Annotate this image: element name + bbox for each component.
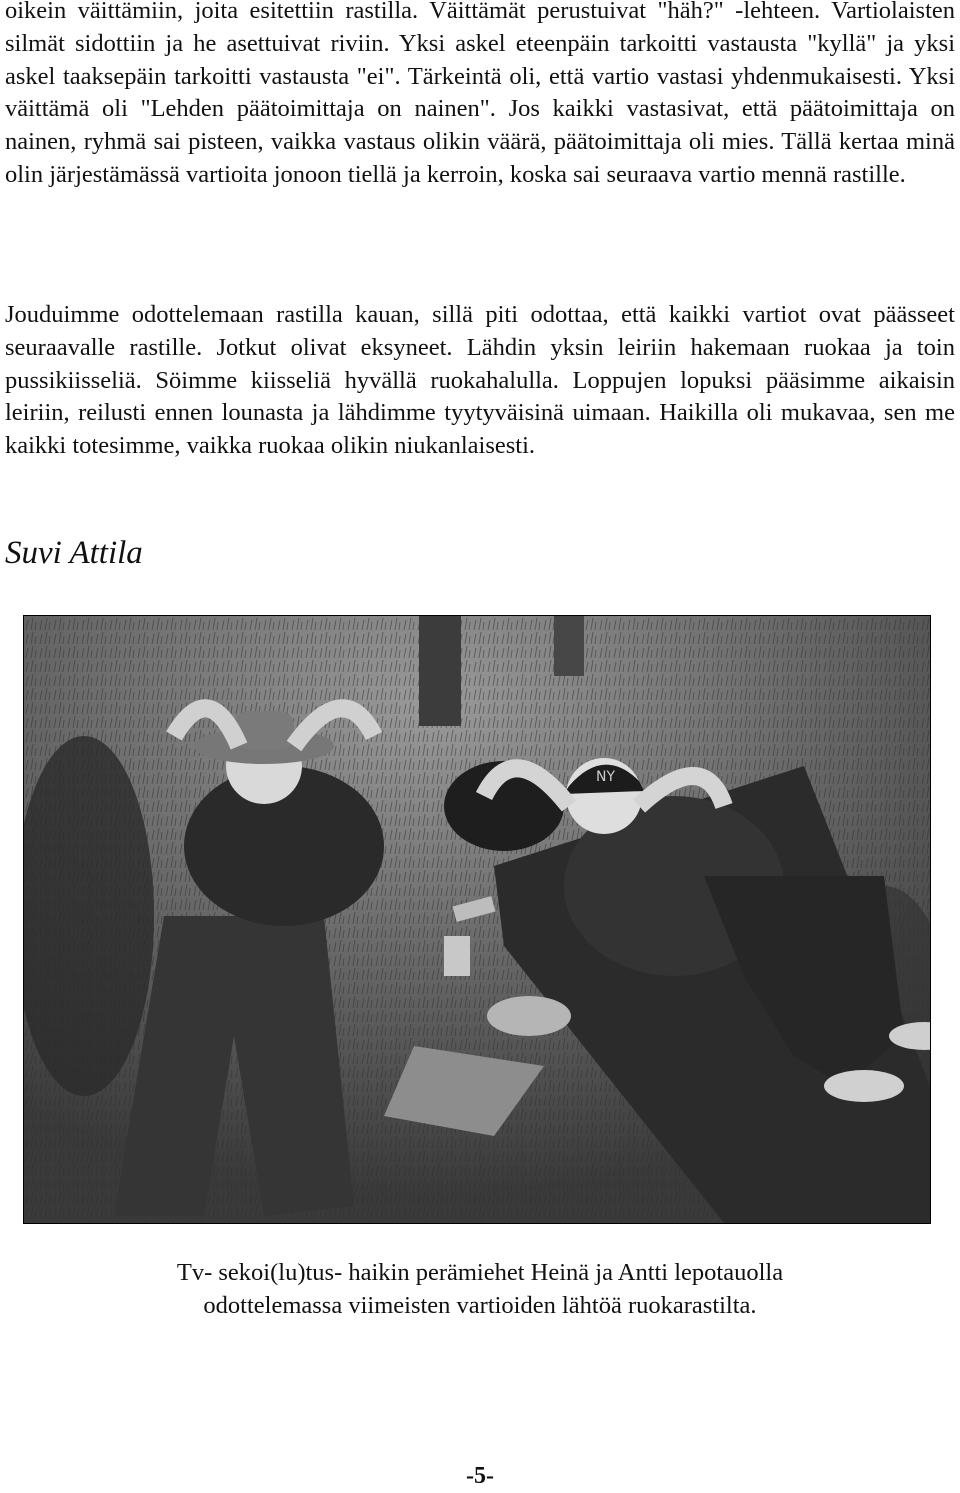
caption-line-1: Tv- sekoi(lu)tus- haikin perämiehet Heinä ja Antti lepotauolla: [176, 1259, 784, 1286]
article-paragraph-2: Jouduimme odottelemaan rastilla kauan, sillä piti odottaa, että kaikki vartiot ovat päässeet seuraavalle rastille. Jotkut olivat eksyneet. Lähdin yksin leiriin hakemaan ruokaa ja toin pussikiisseliä. Söimme kiisseliä hyvällä ruokahalulla. Loppujen lopuksi pääsimme aikaisin leiriin, reilusti ennen lounasta ja lähdimme tyytyväisinä uimaan. Haikilla oli mukavaa, sen me kaikki totesimme, vaikka ruokaa olikin niukanlaisesti.: [5, 301, 955, 460]
page-number: -5-: [466, 1463, 494, 1489]
photo-caption: [0, 1256, 960, 1322]
cap-logo: NY: [596, 769, 616, 785]
author-signature: Suvi Attila: [5, 535, 143, 571]
caption-line-2: odottelemassa viimeisten vartioiden lähtöä ruokarastilta.: [203, 1292, 757, 1319]
article-paragraph-1: oikein väittämiin, joita esitettiin rastilla. Väittämät perustuivat "häh?" -lehteen. Vartiolaisten silmät sidottiin ja he asettuivat riviin. Yksi askel eteenpäin tarkoitti vastausta "kyllä" ja yksi askel taaksepäin tarkoitti vastausta "ei". Tärkeintä oli, että vartio vastasi yhdenmukaisesti. Yksi väittämä oli "Lehden päätoimittaja on nainen". Jos kaikki vastasivat, että päätoimittaja on nainen, ryhmä sai pisteen, vaikka vastaus olikin väärä, päätoimittaja oli mies. Tällä kertaa minä olin järjestämässä vartioita jonoon tiellä ja kerroin, koska sai seuraava vartio mennä rastille.: [5, 0, 955, 188]
photo-two-scouts-resting: [23, 615, 931, 1224]
